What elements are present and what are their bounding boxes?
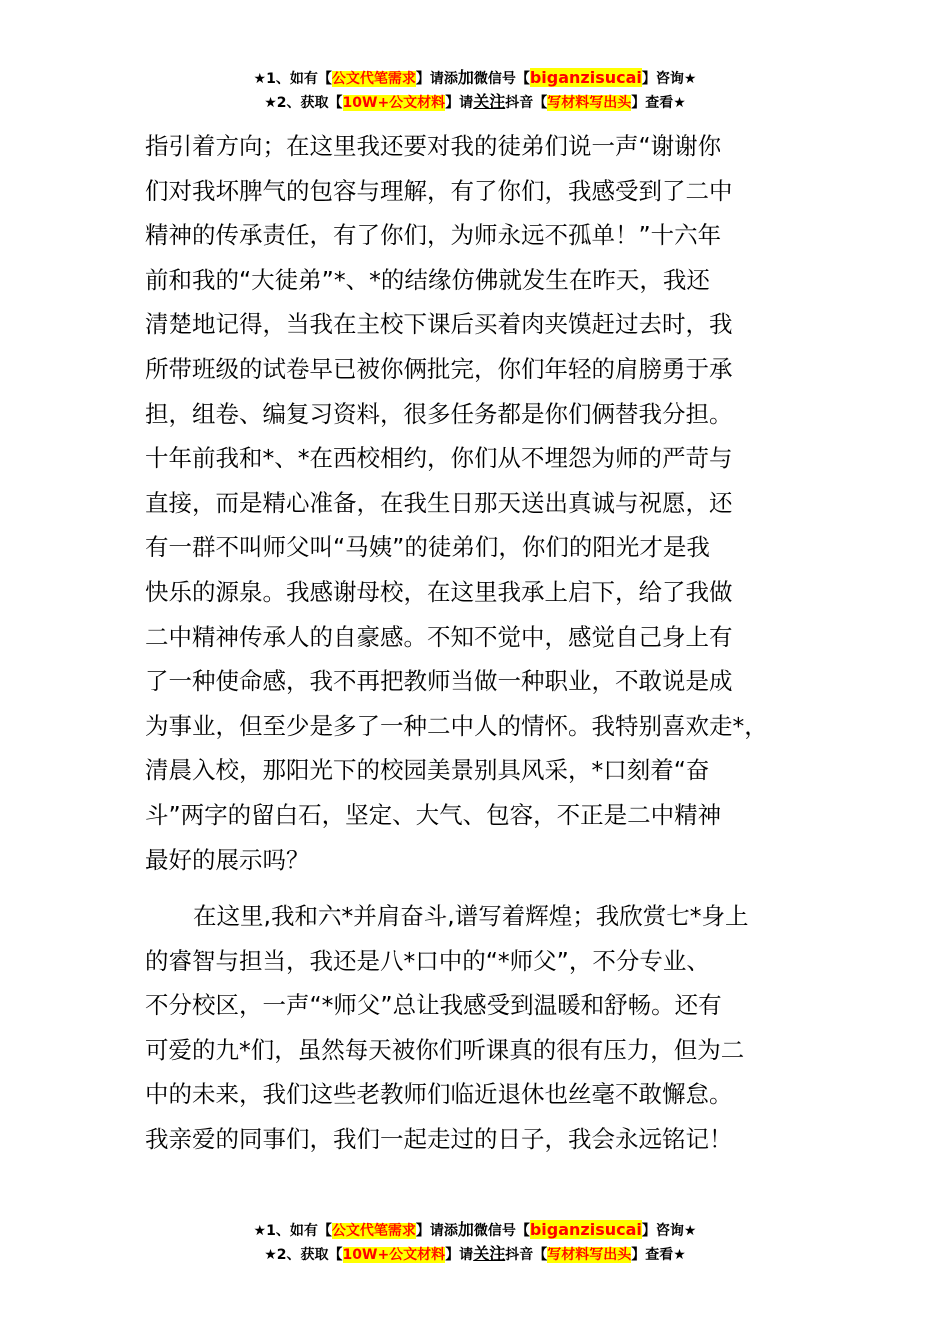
banner-text: 】查看★: [631, 1247, 686, 1263]
banner-text: 】咨询★: [641, 71, 697, 87]
banner-text: 加: [457, 1220, 474, 1239]
text-line: 指引着方向；在这里我还要对我的徒弟们说一声“谢谢你: [145, 132, 722, 160]
banner-highlight: 10W+公文材料: [342, 95, 446, 111]
text-line: 直接，而是精心准备，在我生日那天送出真诚与祝愿，还: [145, 488, 733, 517]
banner-text: 关注: [473, 1244, 506, 1263]
text-line: 二中精神传承人的自豪感。不知不觉中，感觉自己身上有: [145, 622, 733, 651]
text-line: 担，组卷、编复习资料，很多任务都是你们俩替我分担。: [145, 399, 733, 428]
text-line: 可爱的九*们，虽然每天被你们听课真的很有压力，但为二: [145, 1035, 745, 1064]
banner-text: 抖音【: [505, 1247, 548, 1263]
text-line: 的睿智与担当，我还是八*口中的“*师父”，不分专业、: [145, 946, 710, 975]
banner-text: 关注: [473, 92, 506, 111]
text-line: 不分校区，一声“*师父”总让我感受到温暖和舒畅。还有: [145, 991, 722, 1020]
footer-banner: [0, 1218, 950, 1266]
text-line: 最好的展示吗？: [145, 845, 310, 874]
text-line: 为事业，但至少是多了一种二中人的情怀。我特别喜欢走*，: [145, 711, 768, 740]
paragraph: [145, 894, 845, 1162]
banner-text: 】请添: [415, 1223, 458, 1239]
banner-text: ★1、如有【: [253, 71, 332, 87]
text-line: 所带班级的试卷早已被你俩批完，你们年轻的肩膀勇于承: [145, 354, 733, 383]
banner-text: 】咨询★: [641, 1223, 697, 1239]
banner-text: ★2、获取【: [264, 95, 343, 111]
text-line: 清晨入校，那阳光下的校园美景别具风采，*口刻着“奋: [145, 756, 710, 785]
text-line: 们对我坏脾气的包容与理解，有了你们，我感受到了二中: [145, 176, 733, 205]
banner-line-2: [0, 90, 950, 114]
banner-text: 抖音【: [505, 95, 548, 111]
text-line: 清楚地记得，当我在主校下课后买着肉夹馍赶过去时，我: [145, 310, 733, 339]
banner-line-1: [0, 1218, 950, 1242]
banner-highlight: 公文代笔需求: [331, 71, 416, 87]
banner-highlight: 10W+公文材料: [342, 1247, 446, 1263]
banner-highlight: 写材料写出头: [547, 95, 632, 111]
banner-line-2: [0, 1242, 950, 1266]
banner-text: ★2、获取【: [264, 1247, 343, 1263]
banner-text: 】请添: [415, 71, 458, 87]
text-line: 十年前我和*、*在西校相约，你们从不埋怨为师的严苛与: [145, 444, 733, 473]
banner-highlight: 公文代笔需求: [331, 1223, 416, 1239]
text-line: 快乐的源泉。我感谢母校，在这里我承上启下，给了我做: [145, 577, 733, 606]
banner-highlight: 写材料写出头: [547, 1247, 632, 1263]
paragraph-spacer: [145, 882, 845, 894]
text-line: 了一种使命感，我不再把教师当做一种职业，不敢说是成: [145, 667, 733, 696]
text-line: 我亲爱的同事们，我们一起走过的日子，我会永远铭记！: [145, 1125, 733, 1154]
text-line: 前和我的“大徒弟”*、*的结缘仿佛就发生在昨天，我还: [145, 265, 710, 294]
banner-highlight: biganzisucai: [529, 68, 642, 87]
banner-highlight: biganzisucai: [529, 1220, 642, 1239]
text-line: 在这里,我和六*并肩奋斗,谱写着辉煌；我欣赏七*身上: [193, 902, 749, 931]
text-line: 有一群不叫师父叫“马姨”的徒弟们，你们的阳光才是我: [145, 533, 710, 562]
banner-text: 】查看★: [631, 95, 686, 111]
text-line: 精神的传承责任，有了你们，为师永远不孤单！”十六年: [145, 221, 722, 250]
paragraph: [145, 124, 845, 882]
banner-text: 】请: [445, 95, 474, 111]
text-line: 斗”两字的留白石，坚定、大气、包容，不正是二中精神: [145, 800, 722, 829]
banner-text: 微信号【: [473, 1223, 530, 1239]
banner-text: 加: [457, 68, 474, 87]
banner-text: 】请: [445, 1247, 474, 1263]
document-body: [145, 124, 845, 1162]
banner-line-1: [0, 66, 950, 90]
banner-text: ★1、如有【: [253, 1223, 332, 1239]
banner-text: 微信号【: [473, 71, 530, 87]
text-line: 中的未来，我们这些老教师们临近退休也丝毫不敢懈怠。: [145, 1080, 733, 1109]
header-banner: [0, 66, 950, 114]
